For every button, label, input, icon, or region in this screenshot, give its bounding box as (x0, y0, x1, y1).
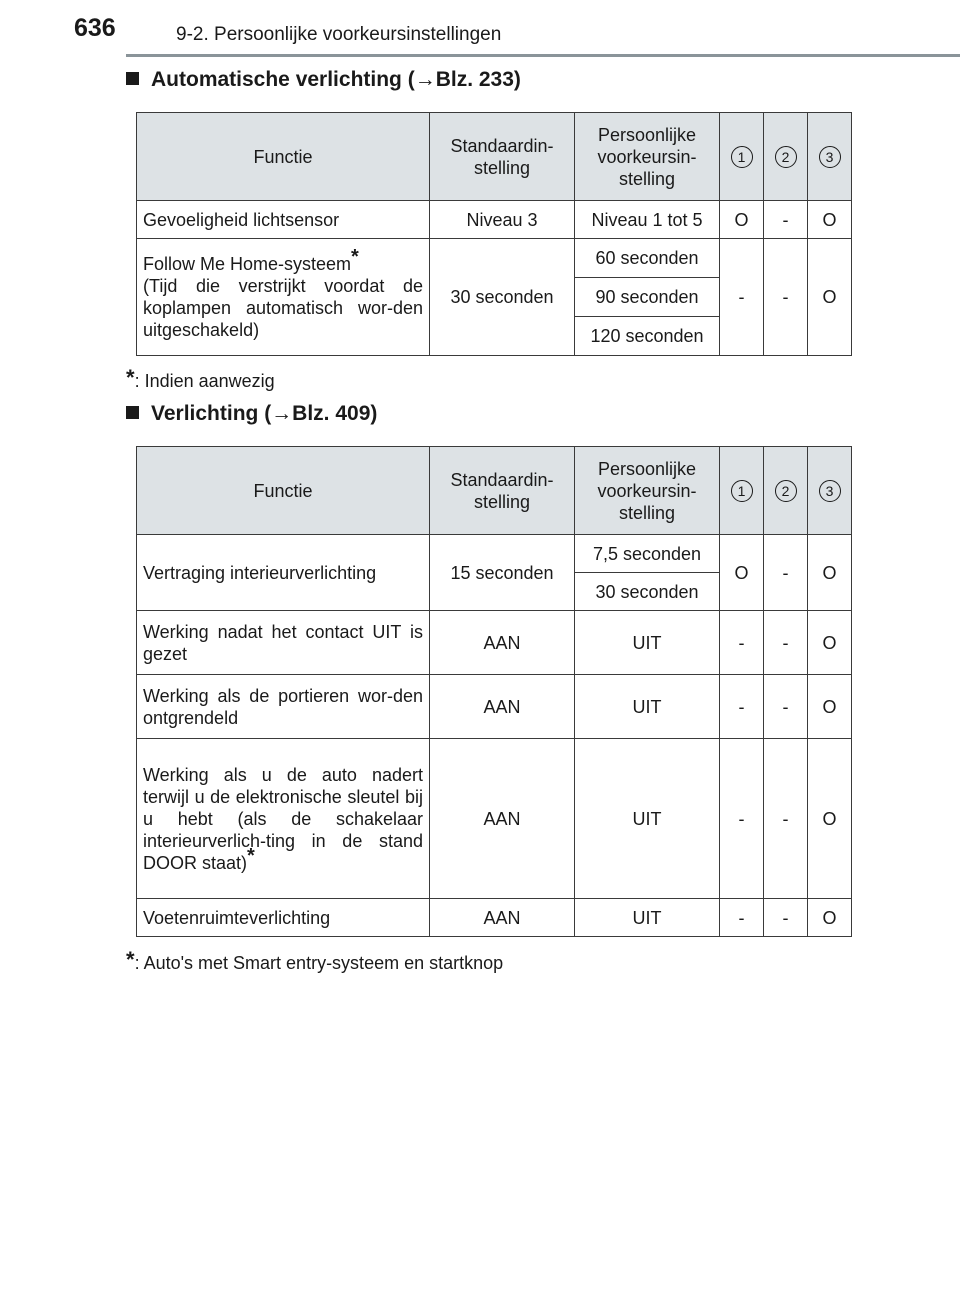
table-row (137, 201, 852, 239)
cell-default: AAN (430, 611, 575, 675)
table-row (137, 739, 852, 899)
footnote-star: * (126, 947, 135, 972)
table-header-row (137, 113, 852, 201)
cell-method-1: - (720, 675, 764, 739)
cell-function-note: (Tijd die verstrijkt voordat de koplampen automatisch wor-den uitgeschakeld) (143, 276, 423, 340)
footnote-1 (126, 365, 275, 392)
circled-number-3-icon: 3 (819, 146, 841, 168)
cell-custom: UIT (575, 739, 720, 899)
cell-custom: 60 seconden (575, 239, 720, 278)
col-custom: Persoonlijke voorkeursin-stelling (575, 113, 720, 201)
cell-default: AAN (430, 675, 575, 739)
lighting-table (136, 446, 852, 937)
footnote-star: * (351, 246, 359, 268)
cell-method-2: - (764, 611, 808, 675)
col-custom: Persoonlijke voorkeursin-stelling (575, 447, 720, 535)
col-function: Functie (137, 447, 430, 535)
footnote-2 (126, 947, 503, 974)
col-default: Standaardin-stelling (430, 113, 575, 201)
cell-default: Niveau 3 (430, 201, 575, 239)
table-row (137, 675, 852, 739)
cell-custom: UIT (575, 899, 720, 937)
col-method-1 (720, 447, 764, 535)
cell-function: Werking nadat het contact UIT is gezet (137, 611, 430, 675)
cell-default: 15 seconden (430, 535, 575, 611)
footnote-star: * (247, 844, 255, 867)
cell-method-3: O (808, 611, 852, 675)
section-title-automatic-lighting (126, 68, 521, 92)
section-title-text: Verlichting (→Blz. 409) (151, 402, 378, 425)
cell-method-3: O (808, 239, 852, 356)
table-row (137, 611, 852, 675)
cell-method-2: - (764, 535, 808, 611)
cell-function (137, 739, 430, 899)
table-header-row (137, 447, 852, 535)
cell-custom: 90 seconden (575, 278, 720, 317)
cell-function: Gevoeligheid lichtsensor (137, 201, 430, 239)
chapter-title: 9-2. Persoonlijke voorkeursinstellingen (176, 24, 502, 45)
cell-method-3: O (808, 201, 852, 239)
cell-function-text: Werking als u de auto nadert terwijl u de elektronische sleutel bij u hebt (als de schakelaar interieurverlich-ting in de stand DOOR staat) (143, 764, 423, 873)
cell-method-2: - (764, 675, 808, 739)
footnote-text: : Auto's met Smart entry-systeem en startknop (134, 953, 504, 973)
circled-number-2-icon: 2 (775, 146, 797, 168)
circled-number-1-icon: 1 (731, 480, 753, 502)
col-method-3 (808, 113, 852, 201)
header-rule (126, 54, 960, 57)
cell-function: Vertraging interieurverlichting (137, 535, 430, 611)
cell-method-1: O (720, 535, 764, 611)
col-default: Standaardin-stelling (430, 447, 575, 535)
cell-default: AAN (430, 899, 575, 937)
cell-method-2: - (764, 239, 808, 356)
circled-number-3-icon: 3 (819, 480, 841, 502)
footnote-text: : Indien aanwezig (134, 371, 275, 391)
automatic-lighting-table (136, 112, 852, 356)
cell-method-3: O (808, 675, 852, 739)
cell-method-1: O (720, 201, 764, 239)
cell-method-1: - (720, 611, 764, 675)
footnote-star: * (126, 365, 135, 390)
col-function: Functie (137, 113, 430, 201)
square-bullet-icon (126, 406, 139, 419)
table-row (137, 239, 852, 278)
section-title-text: Automatische verlichting (→Blz. 233) (151, 68, 521, 91)
cell-custom: UIT (575, 611, 720, 675)
circled-number-2-icon: 2 (775, 480, 797, 502)
cell-method-3: O (808, 535, 852, 611)
square-bullet-icon (126, 72, 139, 85)
col-method-2 (764, 113, 808, 201)
page-number: 636 (74, 14, 116, 42)
cell-method-1: - (720, 239, 764, 356)
cell-method-2: - (764, 201, 808, 239)
cell-default: 30 seconden (430, 239, 575, 356)
circled-number-1-icon: 1 (731, 146, 753, 168)
col-method-2 (764, 447, 808, 535)
cell-method-3: O (808, 899, 852, 937)
cell-custom: UIT (575, 675, 720, 739)
cell-custom: 120 seconden (575, 317, 720, 356)
cell-method-3: O (808, 739, 852, 899)
cell-method-2: - (764, 899, 808, 937)
cell-method-1: - (720, 899, 764, 937)
cell-custom: Niveau 1 tot 5 (575, 201, 720, 239)
col-method-3 (808, 447, 852, 535)
table-row (137, 535, 852, 573)
cell-custom: 30 seconden (575, 573, 720, 611)
section-title-lighting (126, 402, 377, 426)
table-row (137, 899, 852, 937)
col-method-1 (720, 113, 764, 201)
cell-function: Voetenruimteverlichting (137, 899, 430, 937)
cell-method-2: - (764, 739, 808, 899)
cell-function: Werking als de portieren wor-den ontgrendeld (137, 675, 430, 739)
cell-function (137, 239, 430, 356)
cell-default: AAN (430, 739, 575, 899)
cell-method-1: - (720, 739, 764, 899)
cell-function-title: Follow Me Home-systeem (143, 254, 352, 274)
cell-custom: 7,5 seconden (575, 535, 720, 573)
